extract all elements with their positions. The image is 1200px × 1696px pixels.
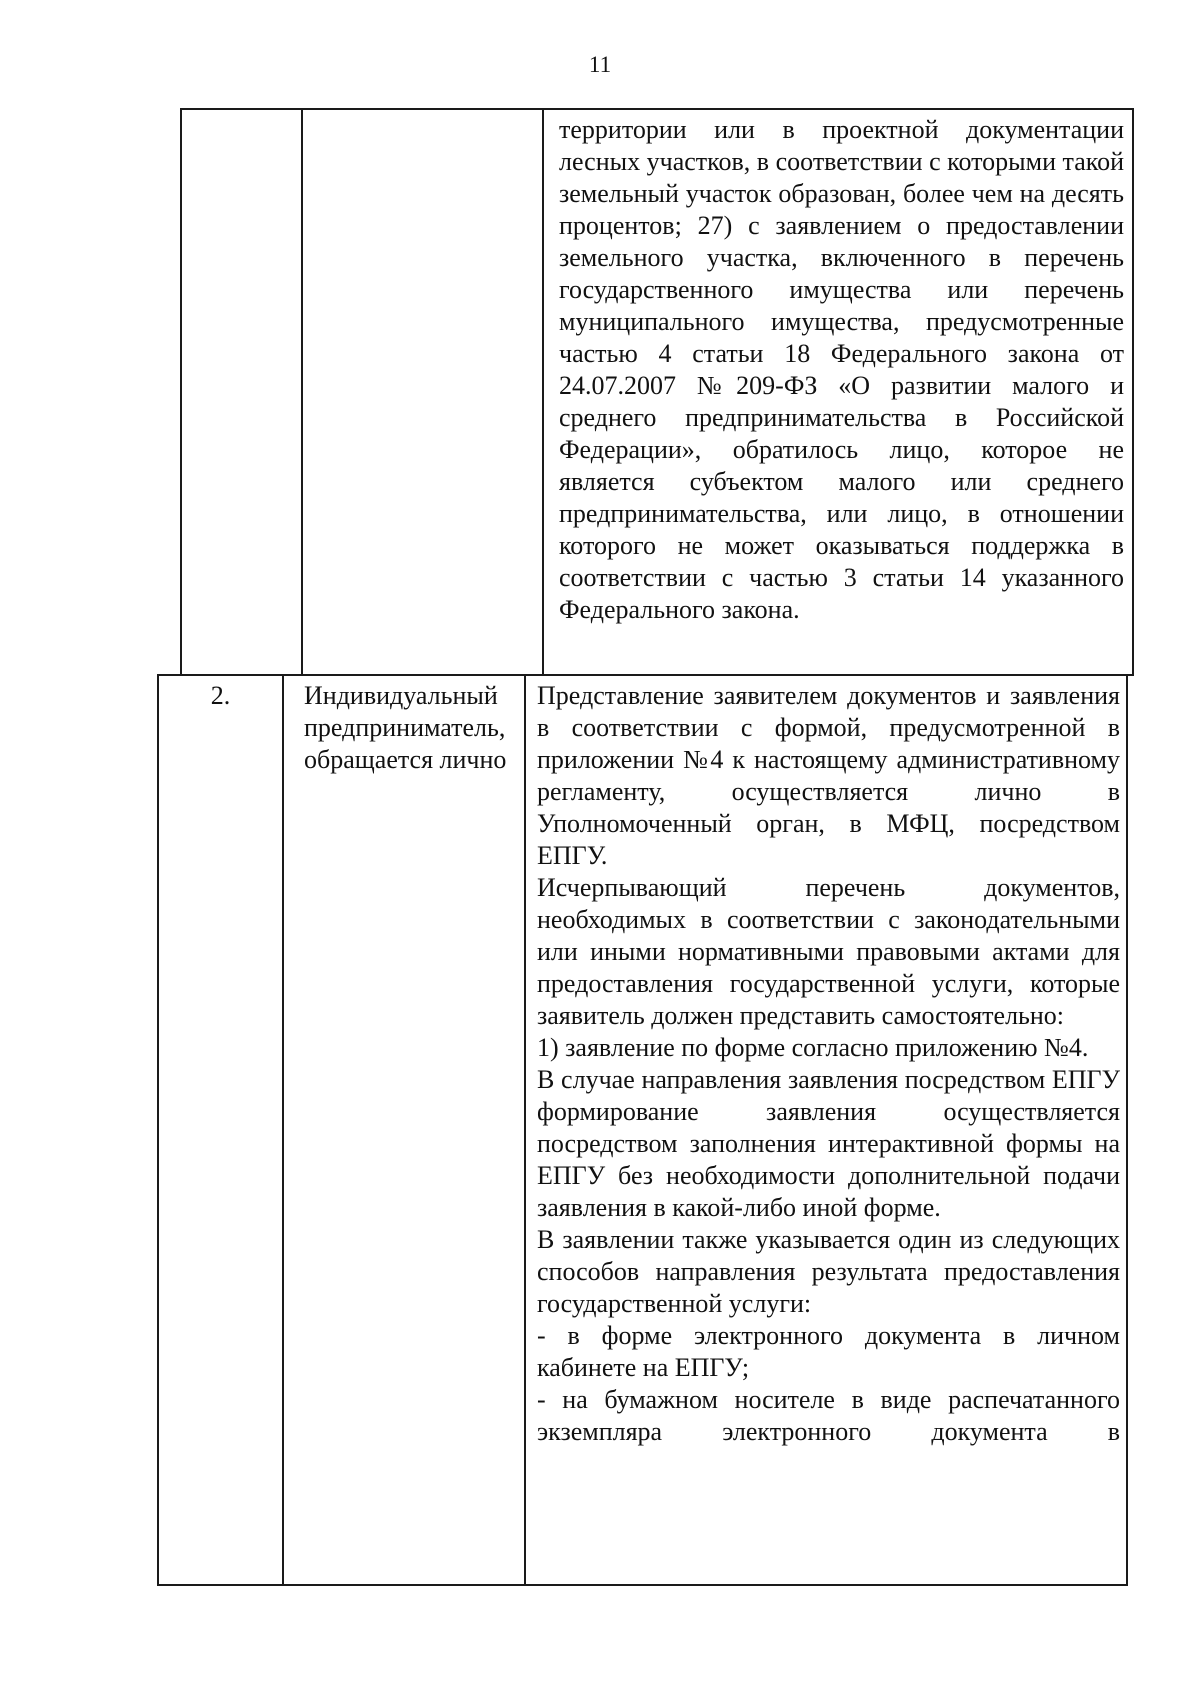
- row1-text: территории или в проектной документации лесных участков, в соответствии с которыми такой земельный участок образован, более чем на десять процентов; 27) с заявлением о предоставлении земельного участка, включенного в перечень государственного имущества или перечень муниципального имущества, предусмотренные частью 4 статьи 18 Федерального закона от 24.07.2007 №209-ФЗ «О развитии малого и среднего предпринимательства в Российской Федерации», обратилось лицо, которое не является субъектом малого или среднего предпринимательства, или лицо, в отношении которого не может оказываться поддержка в соответствии с частью 3 статьи 14 указанного Федерального закона.: [559, 115, 1124, 624]
- row1-applicant-cell: [302, 109, 543, 675]
- document-table-row2: [157, 674, 1128, 1586]
- row2-paragraph-6: - в форме электронного документа в личном кабинете на ЕПГУ;: [537, 1321, 1120, 1382]
- row2-applicant: Индивидуальный предприниматель, обращается лично: [304, 681, 507, 774]
- row2-applicant-cell: [283, 675, 525, 1585]
- row2-paragraph-3: 1) заявление по форме согласно приложению №4.: [537, 1033, 1089, 1062]
- row2-text-cell: [525, 675, 1127, 1585]
- row1-number: [182, 110, 301, 114]
- row2-paragraph-2: Исчерпывающий перечень документов, необходимых в соответствии с законодательными или иными нормативными правовыми актами для предоставления государственной услуги, которые заявитель должен представить самостоятельно:: [537, 873, 1120, 1030]
- row1-number-cell: [181, 109, 302, 675]
- document-table-continuation: [180, 108, 1134, 676]
- page-number: 11: [588, 52, 612, 77]
- row2-number: 2.: [210, 681, 231, 710]
- row2-text: [537, 680, 1120, 1448]
- row1-applicant: [303, 110, 542, 114]
- row2-number-cell: [158, 675, 283, 1585]
- row2-paragraph-7: - на бумажном носителе в виде распечатанного экземпляра электронного документа в: [537, 1385, 1120, 1446]
- row1-text-cell: [543, 109, 1133, 675]
- row2-paragraph-4: В случае направления заявления посредством ЕПГУ формирование заявления осуществляется посредством заполнения интерактивной формы на ЕПГУ без необходимости дополнительной подачи заявления в какой-либо иной форме.: [537, 1065, 1120, 1222]
- row2-paragraph-1: Представление заявителем документов и заявления в соответствии с формой, предусмотренной в приложении №4 к настоящему административному регламенту, осуществляется лично в Уполномоченный орган, в МФЦ, посредством ЕПГУ.: [537, 681, 1120, 870]
- row2-paragraph-5: В заявлении также указывается один из следующих способов направления результата предоставления государственной услуги:: [537, 1225, 1120, 1318]
